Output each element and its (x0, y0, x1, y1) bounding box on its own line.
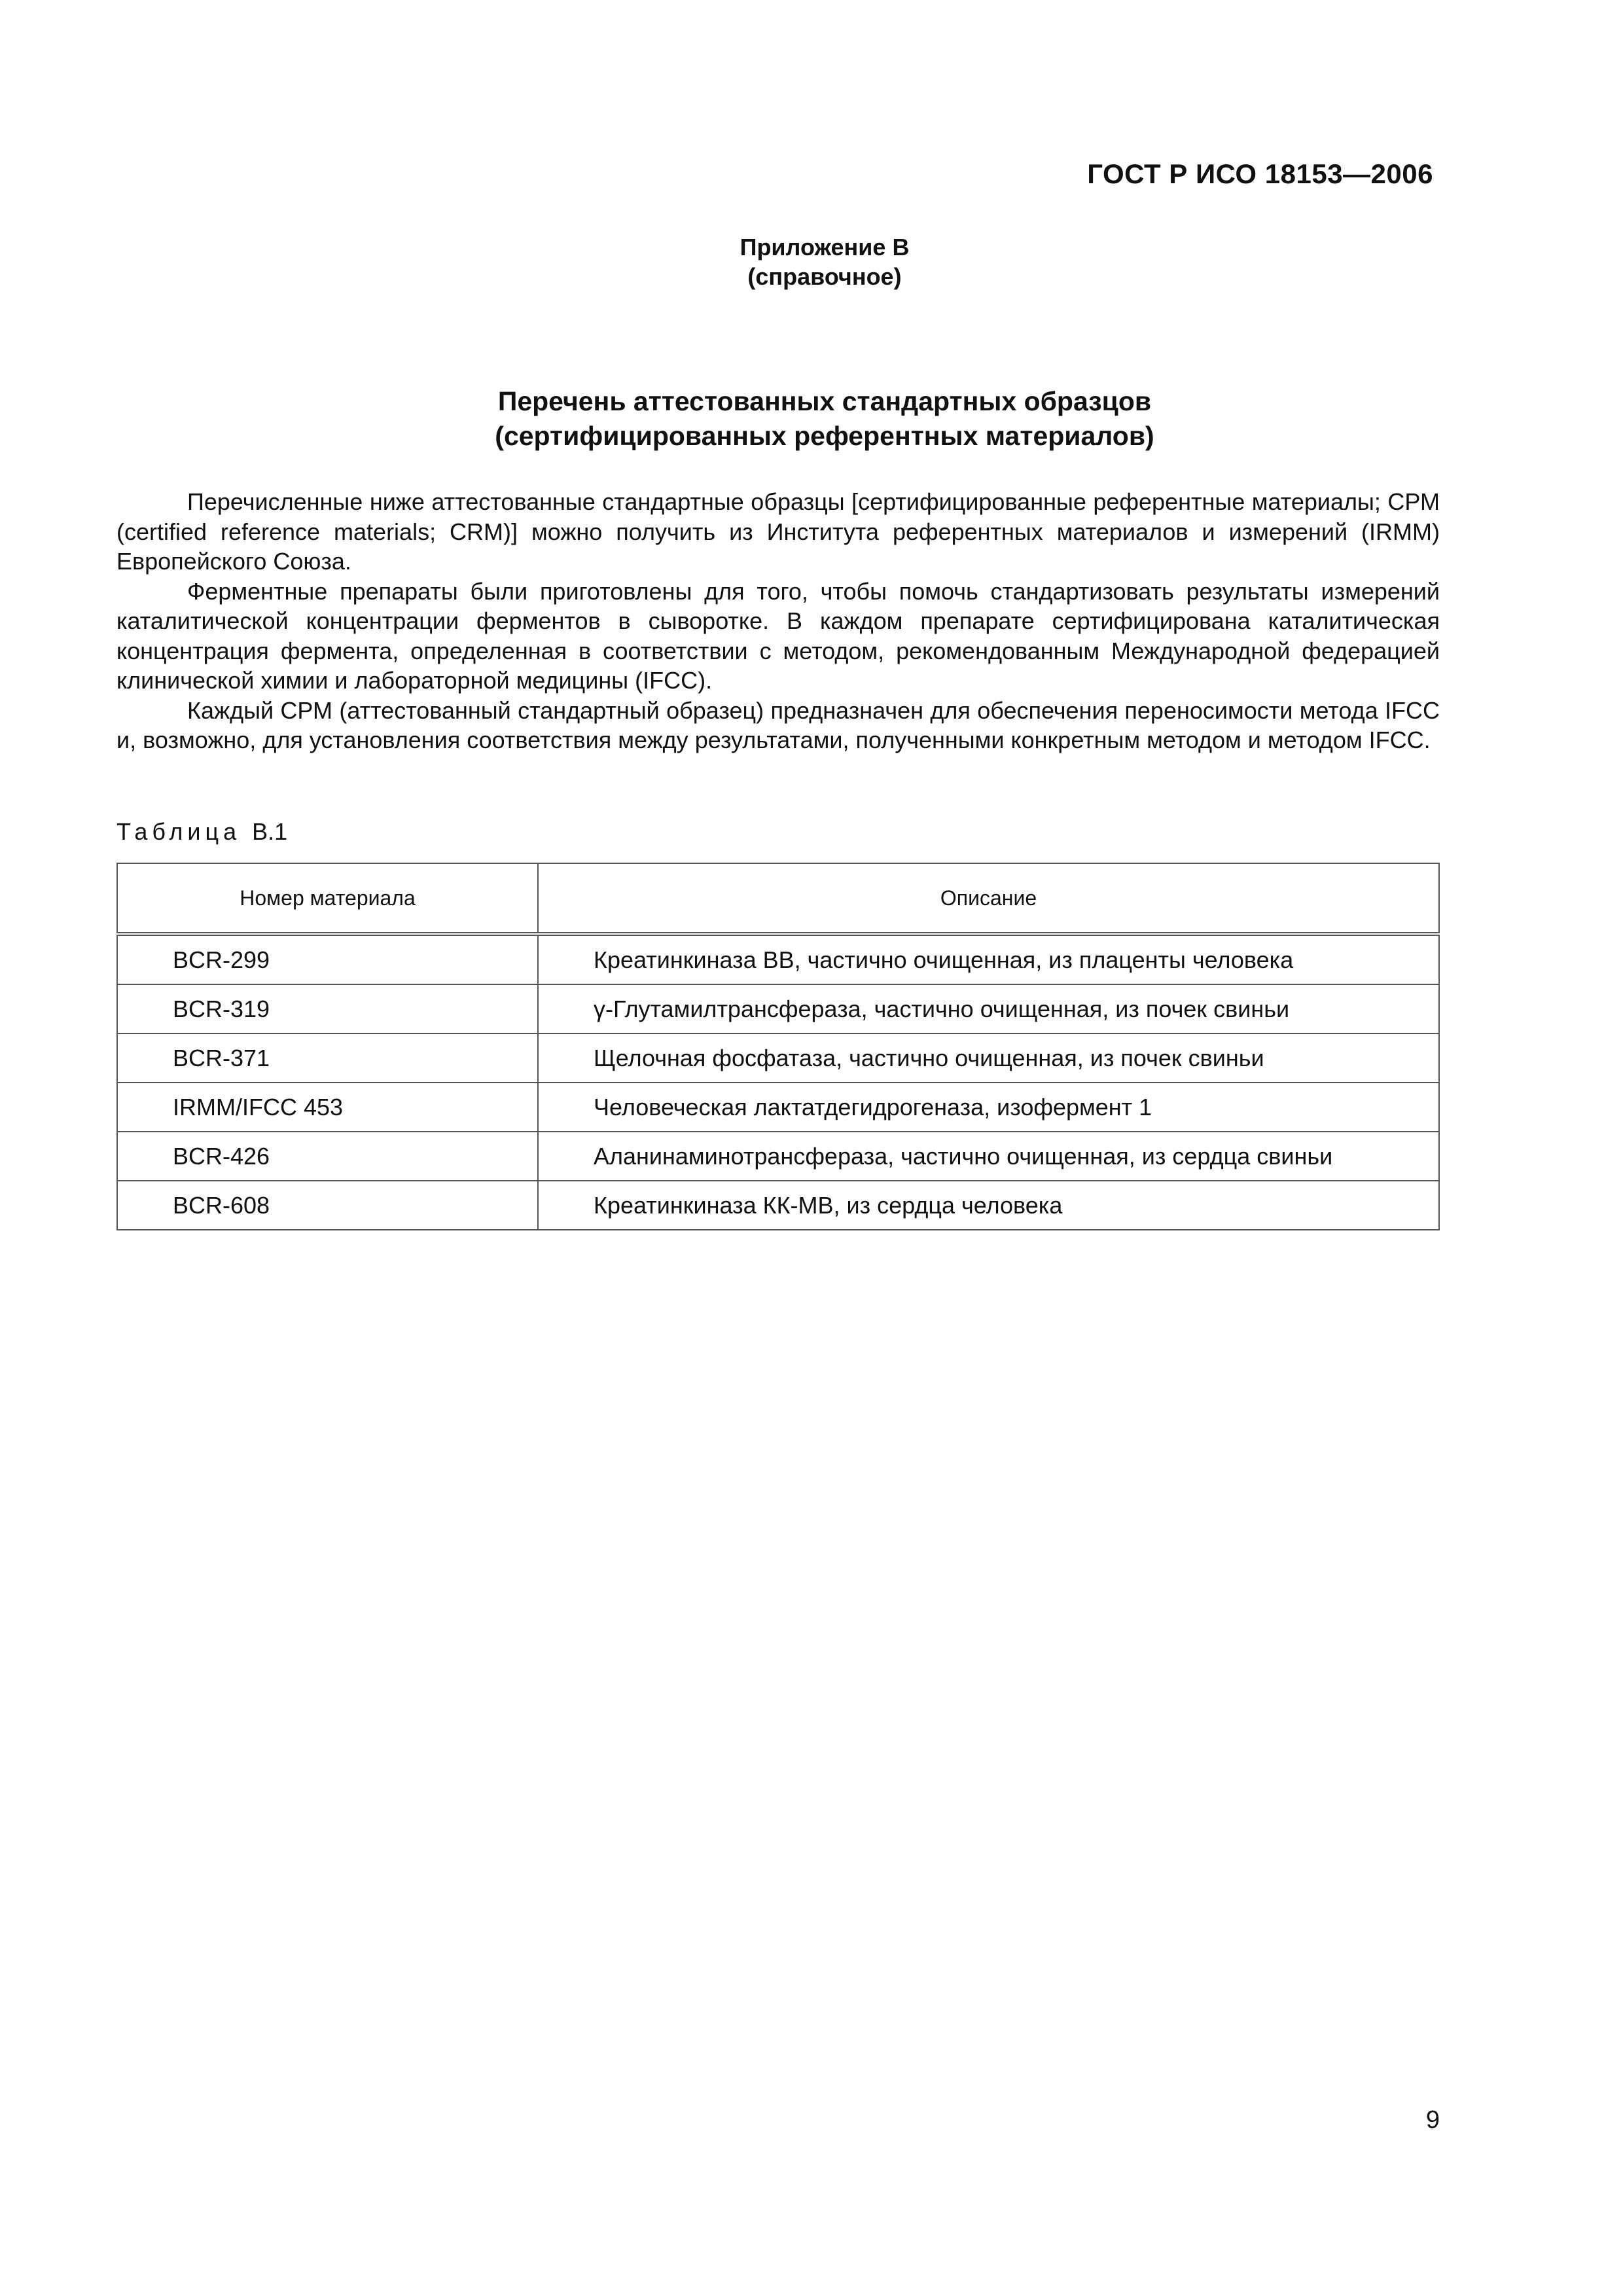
material-number-cell: BCR-319 (117, 984, 538, 1033)
table-row (117, 1181, 1439, 1230)
table-header-row (117, 863, 1439, 934)
table-row (117, 984, 1439, 1033)
material-number-cell: BCR-608 (117, 1181, 538, 1230)
material-number-cell: BCR-299 (117, 934, 538, 984)
table-row (117, 934, 1439, 984)
table-caption-number: В.1 (252, 818, 288, 845)
description-cell: γ-Глутамилтрансфераза, частично очищенная, из почек свиньи (538, 984, 1439, 1033)
paragraph-2: Ферментные препараты были приготовлены для того, чтобы помочь стандартизовать результаты измерений каталитической концентрации ферментов в сыворотке. В каждом препарате сертифицирована каталитическая концентрация фермента, определенная в соответствии с методом, рекомендованным Международной федерацией клинической химии и лабораторной медицины (IFCC). (116, 577, 1440, 694)
reference-materials-table (116, 863, 1440, 1230)
table-row (117, 1132, 1439, 1181)
description-cell: Креатинкиназа КК-МВ, из сердца человека (538, 1181, 1439, 1230)
description-cell: Щелочная фосфатаза, частично очищенная, из почек свиньи (538, 1033, 1439, 1083)
body-text (116, 487, 1440, 755)
description-cell: Креатинкиназа ВВ, частично очищенная, из плаценты человека (538, 934, 1439, 984)
description-cell: Аланинаминотрансфераза, частично очищенная, из сердца свиньи (538, 1132, 1439, 1181)
annex-type: (справочное) (747, 263, 902, 290)
page-number: 9 (1425, 2106, 1440, 2134)
table-row (117, 1033, 1439, 1083)
annex-title: Приложение В (740, 234, 910, 260)
section-title-line-2: (сертифицированных референтных материалов) (495, 421, 1154, 451)
section-title-line-1: Перечень аттестованных стандартных образцов (497, 386, 1152, 416)
column-header-material-number: Номер материала (117, 863, 538, 934)
material-number-cell: BCR-426 (117, 1132, 538, 1181)
column-header-description: Описание (538, 863, 1439, 934)
table-caption (116, 818, 287, 846)
description-cell: Человеческая лактатдегидрогеназа, изофермент 1 (538, 1083, 1439, 1132)
document-code: ГОСТ Р ИСО 18153—2006 (1087, 158, 1433, 189)
material-number-cell: BCR-371 (117, 1033, 538, 1083)
table-row (117, 1083, 1439, 1132)
paragraph-3: Каждый СРМ (аттестованный стандартный образец) предназначен для обеспечения переносимости метода IFCC и, возможно, для установления соответствия между результатами, полученными конкретным методом и методом IFCC. (116, 696, 1440, 753)
material-number-cell: IRMM/IFCC 453 (117, 1083, 538, 1132)
table-caption-label: Таблица (116, 818, 241, 845)
paragraph-1: Перечисленные ниже аттестованные стандартные образцы [сертифицированные референтные материалы; СРМ (certified reference materials; CRM)] можно получить из Института референтных материалов и измерений (IRMM) Европейского Союза. (116, 488, 1440, 575)
